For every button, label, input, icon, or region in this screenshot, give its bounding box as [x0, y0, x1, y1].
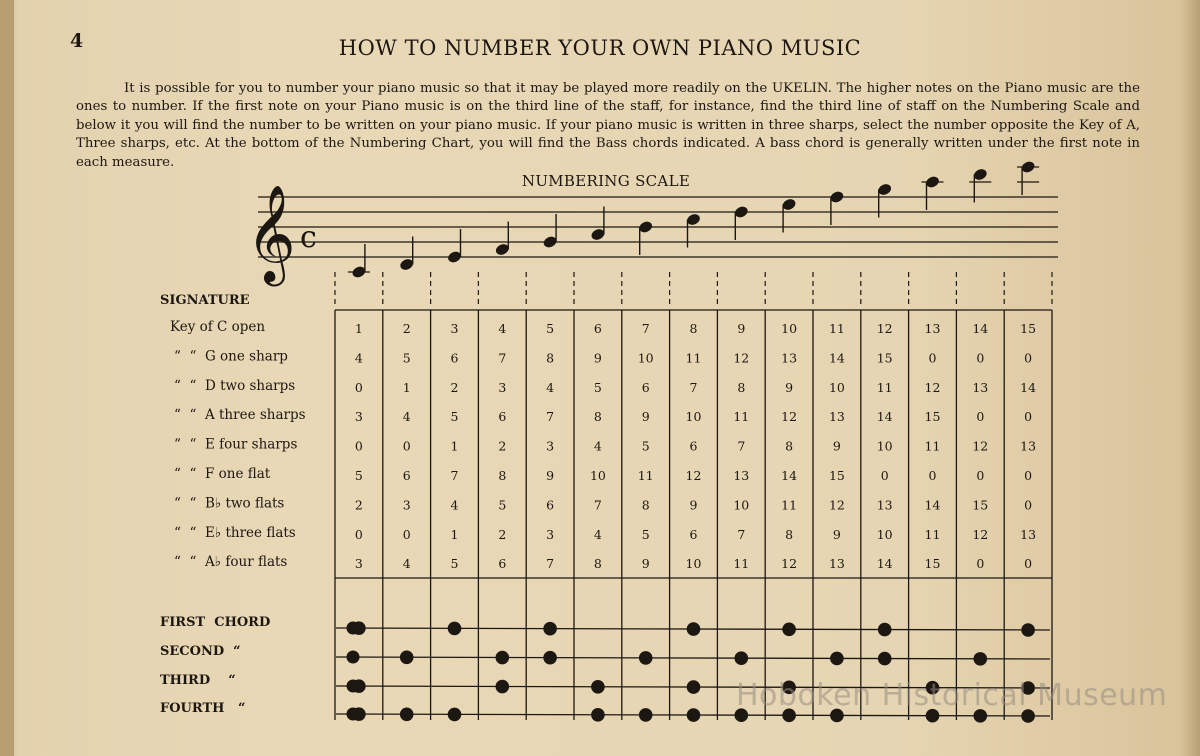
table-cell: 12 — [828, 497, 845, 513]
table-cell: 2 — [498, 526, 507, 542]
table-cell: 12 — [924, 379, 941, 395]
table-cell: 0 — [976, 556, 985, 572]
table-cell: 13 — [828, 409, 845, 425]
chord-dot — [1021, 623, 1035, 637]
intro-text: It is possible for you to number your piano music so that it may be played more readily on the UKELIN. The higher notes on the Piano music are the ones to number. If the first note on your Piano music is on the third line of the staff, for instance, find the third line of staff on the Numbering Scale and below it you will find the number to be written on your piano music. If your piano music is written in three sharps, select the number opposite the Key of A, Three sharps, etc. At the bottom of the Numbering Chart, you will find the Bass chords indicated. A bass chord is generally written under the first note in each measure. — [76, 81, 1140, 170]
table-cell: 5 — [641, 438, 650, 454]
table-cell: 6 — [450, 350, 459, 366]
chord-dot — [448, 708, 462, 722]
row-label: Key of C open — [170, 319, 266, 335]
table-cell: 0 — [1024, 350, 1033, 366]
table-cell: 6 — [593, 321, 602, 336]
table-cell: 11 — [924, 438, 941, 454]
chord-dot — [782, 623, 796, 637]
chord-dot — [878, 623, 892, 637]
time-signature: c — [300, 220, 317, 255]
chord-dot — [687, 680, 701, 694]
table-cell: 12 — [733, 350, 750, 366]
table-cell: 12 — [972, 526, 989, 542]
table-cell: 7 — [593, 497, 602, 513]
row-label: “ “ A♭ four flats — [174, 554, 288, 571]
table-cell: 6 — [689, 526, 698, 542]
table-cell: 4 — [354, 350, 363, 366]
chord-dot — [830, 652, 844, 666]
table-cell: 3 — [450, 321, 459, 336]
chord-dot — [687, 708, 701, 722]
table-cell: 15 — [876, 350, 893, 366]
table-cell: 5 — [641, 526, 650, 542]
table-cell: 7 — [546, 556, 555, 572]
table-cell: 8 — [593, 556, 602, 572]
row-label: “ “ F one flat — [174, 466, 271, 482]
chord-dot — [974, 652, 988, 666]
chord-dot — [352, 679, 366, 693]
chord-dot — [496, 680, 510, 694]
table-cell: 6 — [402, 468, 411, 483]
table-cell: 2 — [450, 379, 459, 395]
table-cell: 1 — [402, 379, 411, 395]
table-cell: 8 — [785, 526, 794, 542]
table-cell: 5 — [450, 556, 459, 572]
row-label: “ “ D two sharps — [174, 377, 296, 394]
table-cell: 0 — [880, 468, 889, 483]
table-cell: 0 — [1024, 556, 1033, 572]
table-cell: 13 — [972, 379, 989, 395]
page-number: 4 — [70, 30, 84, 52]
table-cell: 12 — [685, 468, 702, 483]
table-cell: 15 — [1020, 321, 1037, 336]
table-cell: 8 — [689, 321, 698, 336]
chord-label: FOURTH “ — [160, 701, 246, 716]
table-cell: 11 — [733, 409, 750, 425]
table-cell: 7 — [689, 379, 698, 395]
table-cell: 10 — [781, 321, 798, 336]
chord-dot — [639, 708, 653, 722]
table-cell: 10 — [876, 526, 893, 542]
table-cell: 4 — [450, 497, 459, 513]
table-cell: 10 — [637, 350, 654, 366]
table-cell: 11 — [924, 526, 941, 542]
table-cell: 5 — [354, 468, 363, 483]
table-cell: 14 — [1020, 379, 1037, 395]
table-cell: 6 — [546, 497, 555, 513]
treble-clef: 𝄞 — [246, 184, 296, 282]
table-cell: 13 — [733, 468, 750, 483]
watermark: Hoboken Historical Museum — [736, 678, 1168, 713]
scale-title: NUMBERING SCALE — [521, 172, 691, 190]
table-cell: 4 — [593, 526, 602, 542]
row-label: “ “ E four sharps — [174, 436, 298, 453]
chord-dot — [400, 707, 414, 721]
table-cell: 3 — [354, 409, 363, 425]
page-title: HOW TO NUMBER YOUR OWN PIANO MUSIC — [338, 36, 862, 60]
table-cell: 5 — [498, 497, 507, 513]
table-cell: 1 — [354, 321, 363, 336]
table-cell: 11 — [733, 556, 750, 572]
table-cell: 8 — [593, 409, 602, 425]
table-cell: 14 — [781, 468, 798, 483]
table-cell: 11 — [828, 321, 845, 336]
table-cell: 0 — [1024, 468, 1033, 483]
table-cell: 13 — [1020, 526, 1037, 542]
chord-dot — [639, 651, 653, 665]
table-cell: 6 — [689, 438, 698, 454]
table-cell: 0 — [1024, 497, 1033, 513]
table-cell: 0 — [1024, 409, 1033, 425]
table-cell: 13 — [828, 556, 845, 572]
table-cell: 0 — [354, 379, 363, 395]
table-cell: 8 — [641, 497, 650, 513]
table-cell: 0 — [976, 350, 985, 366]
table-cell: 4 — [498, 321, 507, 336]
table-cell: 12 — [972, 438, 989, 454]
table-cell: 9 — [641, 556, 650, 572]
table-cell: 2 — [402, 321, 411, 336]
table-cell: 14 — [876, 556, 893, 572]
chord-dot — [400, 650, 414, 664]
table-cell: 7 — [498, 350, 507, 366]
table-cell: 14 — [876, 409, 893, 425]
chord-dot — [448, 622, 462, 636]
table-cell: 8 — [546, 350, 555, 366]
table-cell: 10 — [685, 556, 702, 572]
table-cell: 7 — [546, 409, 555, 425]
table-cell: 13 — [924, 321, 941, 336]
table-cell: 0 — [976, 468, 985, 483]
table-cell: 12 — [876, 321, 893, 336]
table-cell: 9 — [641, 409, 650, 425]
table-cell: 3 — [402, 497, 411, 513]
table-cell: 11 — [685, 350, 702, 366]
table-cell: 4 — [593, 438, 602, 454]
row-label: “ “ B♭ two flats — [174, 495, 285, 512]
table-cell: 14 — [924, 497, 941, 513]
table-cell: 6 — [498, 556, 507, 572]
table-cell: 9 — [689, 497, 698, 513]
chord-dot — [591, 680, 605, 694]
table-cell: 15 — [828, 468, 845, 483]
chord-dot — [543, 622, 557, 636]
table-cell: 7 — [737, 526, 746, 542]
chord-label: FIRST CHORD — [160, 615, 271, 630]
table-cell: 5 — [402, 350, 411, 366]
chord-dot — [735, 651, 749, 665]
table-cell: 14 — [828, 350, 845, 366]
chord-dot — [352, 707, 366, 721]
table-cell: 7 — [641, 321, 650, 336]
table-cell: 10 — [589, 468, 606, 483]
table-cell: 9 — [593, 350, 602, 366]
row-label: “ “ A three sharps — [174, 407, 306, 424]
chord-line — [336, 657, 1050, 659]
table-cell: 6 — [641, 379, 650, 395]
table-cell: 4 — [402, 409, 411, 425]
table-cell: 9 — [832, 526, 841, 542]
table-cell: 15 — [924, 409, 941, 425]
table-cell: 13 — [1020, 438, 1037, 454]
table-cell: 0 — [402, 526, 411, 542]
table-cell: 4 — [402, 556, 411, 572]
table-cell: 0 — [928, 468, 937, 483]
table-cell: 9 — [737, 321, 746, 336]
table-cell: 14 — [972, 321, 989, 336]
table-cell: 15 — [924, 556, 941, 572]
table-cell: 5 — [593, 379, 602, 395]
table-cell: 0 — [976, 409, 985, 425]
table-cell: 10 — [828, 379, 845, 395]
chord-dot — [352, 621, 366, 635]
table-cell: 8 — [785, 438, 794, 454]
table-cell: 3 — [546, 438, 555, 454]
table-cell: 2 — [498, 438, 507, 454]
table-cell: 9 — [546, 468, 555, 483]
table-cell: 9 — [785, 379, 794, 395]
chord-dot — [687, 622, 701, 636]
chord-dot — [878, 652, 892, 666]
chord-line-start-dot — [347, 651, 360, 664]
table-cell: 1 — [450, 526, 459, 542]
table-cell: 0 — [354, 438, 363, 454]
table-cell: 9 — [832, 438, 841, 454]
table-cell: 4 — [546, 379, 555, 395]
numbering-table — [160, 293, 1052, 720]
chord-dot — [496, 651, 510, 665]
table-cell: 3 — [546, 526, 555, 542]
chord-label: SECOND “ — [160, 644, 241, 659]
table-cell: 15 — [972, 497, 989, 513]
table-cell: 11 — [781, 497, 798, 513]
table-cell: 6 — [498, 409, 507, 425]
table-cell: 5 — [546, 321, 555, 336]
table-cell: 1 — [450, 438, 459, 454]
table-cell: 10 — [733, 497, 750, 513]
table-cell: 13 — [781, 350, 798, 366]
table-cell: 12 — [781, 409, 798, 425]
table-cell: 0 — [402, 438, 411, 454]
table-cell: 8 — [737, 379, 746, 395]
table-cell: 12 — [781, 556, 798, 572]
table-cell: 7 — [450, 468, 459, 483]
table-cell: 3 — [354, 556, 363, 572]
table-cell: 7 — [737, 438, 746, 454]
table-cell: 5 — [450, 409, 459, 425]
table-cell: 11 — [876, 379, 893, 395]
chord-label: THIRD “ — [160, 673, 236, 688]
table-cell: 10 — [685, 409, 702, 425]
row-label: “ “ G one sharp — [174, 348, 288, 365]
table-cell: 3 — [498, 379, 507, 395]
table-cell: 11 — [637, 468, 654, 483]
table-cell: 10 — [876, 438, 893, 454]
table-cell: 8 — [498, 468, 507, 483]
table-cell: 0 — [354, 526, 363, 542]
table-cell: 0 — [928, 350, 937, 366]
signature-heading: SIGNATURE — [160, 293, 250, 308]
chord-dot — [591, 708, 605, 722]
numbering-staff — [246, 160, 1058, 308]
table-cell: 2 — [354, 497, 363, 513]
table-cell: 13 — [876, 497, 893, 513]
chord-dot — [543, 651, 557, 665]
row-label: “ “ E♭ three flats — [174, 524, 296, 541]
